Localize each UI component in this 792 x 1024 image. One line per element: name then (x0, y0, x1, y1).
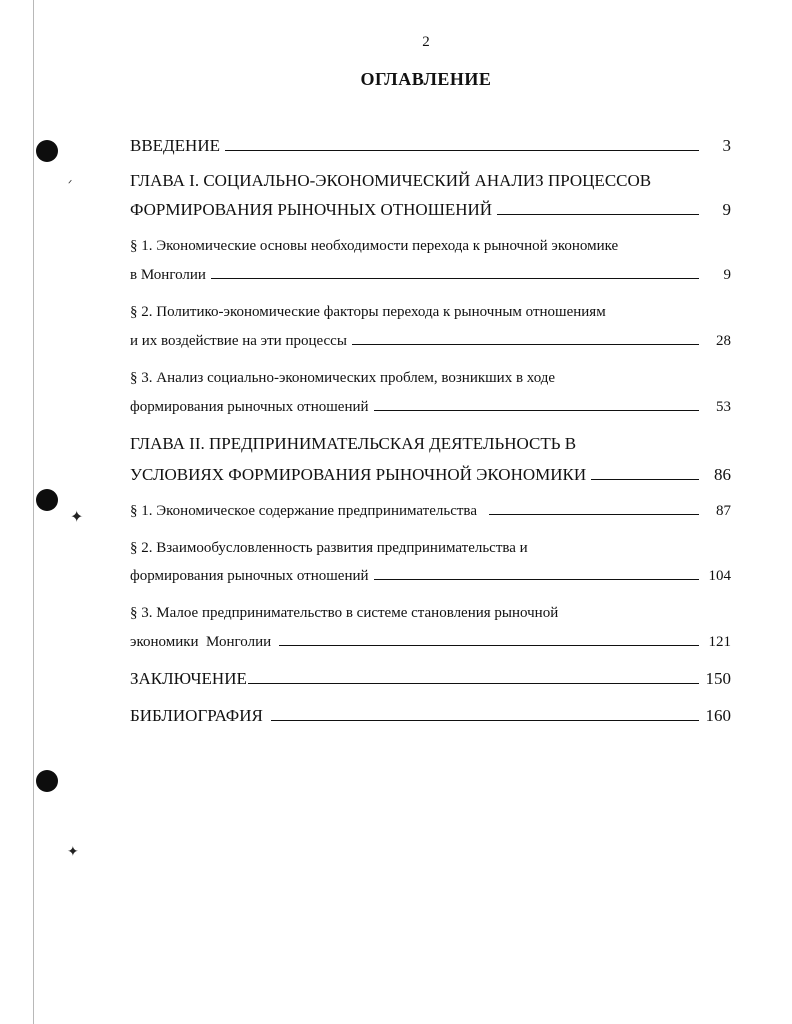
dot-leader (279, 645, 699, 646)
toc-entry-ch2-section-2-line-1 (130, 540, 731, 557)
scan-speck: ✦ (70, 507, 84, 526)
toc-entry-intro (130, 136, 731, 156)
toc-page-number: 53 (716, 399, 731, 415)
toc-entry-ch2-section-3 (130, 634, 731, 651)
toc-entry-conclusion (130, 669, 731, 689)
toc-entry-text: § 2. Взаимообусловленность развития предпринимательства и (130, 540, 528, 556)
toc-entry-chapter-1-line-1 (130, 171, 731, 191)
toc-page-number: 9 (723, 267, 731, 283)
toc-entry-text: ВВЕДЕНИЕ (130, 136, 220, 155)
toc-entry-chapter-2 (130, 465, 731, 485)
toc-entry-ch2-section-1 (130, 503, 731, 520)
toc-entry-bibliography (130, 706, 731, 726)
toc-title: ОГЛАВЛЕНИЕ (360, 69, 492, 89)
toc-entry-ch1-section-3 (130, 399, 731, 416)
toc-entry-text: ГЛАВА II. ПРЕДПРИНИМАТЕЛЬСКАЯ ДЕЯТЕЛЬНОСТЬ В (130, 434, 577, 453)
toc-page-number: 160 (705, 706, 731, 725)
dot-leader (489, 514, 699, 515)
toc-entry-text: ФОРМИРОВАНИЯ РЫНОЧНЫХ ОТНОШЕНИЙ (130, 200, 493, 219)
toc-entry-text: формирования рыночных отношений (130, 399, 369, 415)
toc-entry-chapter-1 (130, 200, 731, 220)
toc-page-number: 150 (705, 669, 731, 688)
toc-page-number: 104 (708, 568, 731, 584)
dot-leader (591, 479, 699, 480)
punch-hole-middle (36, 489, 58, 511)
toc-page-number: 28 (716, 333, 731, 349)
dot-leader (352, 344, 699, 345)
dot-leader (374, 410, 699, 411)
toc-entry-ch1-section-3-line-1 (130, 370, 731, 387)
scan-speck: ✦ (67, 844, 79, 860)
toc-entry-text: БИБЛИОГРАФИЯ (130, 706, 263, 725)
toc-entry-text: § 1. Экономические основы необходимости перехода к рыночной экономике (130, 238, 619, 254)
toc-entry-text: и их воздействие на эти процессы (130, 333, 347, 349)
toc-entry-ch2-section-2 (130, 568, 731, 585)
punch-hole-top (36, 140, 58, 162)
dot-leader (271, 720, 699, 721)
toc-entry-chapter-2-line-1 (130, 434, 731, 454)
dot-leader (497, 214, 699, 215)
binding-edge-line (33, 0, 34, 1024)
toc-entry-text: ГЛАВА I. СОЦИАЛЬНО-ЭКОНОМИЧЕСКИЙ АНАЛИЗ ПРОЦЕССОВ (130, 171, 652, 190)
toc-page-number: 87 (716, 503, 731, 519)
toc-entry-text: § 2. Политико-экономические факторы перехода к рыночным отношениям (130, 304, 606, 320)
toc-entry-text: экономики Монголии (130, 634, 272, 650)
dot-leader (374, 579, 699, 580)
dot-leader (225, 150, 699, 151)
toc-entry-text: УСЛОВИЯХ ФОРМИРОВАНИЯ РЫНОЧНОЙ ЭКОНОМИКИ (130, 465, 587, 484)
scan-speck: ᐟ (68, 179, 73, 190)
dot-leader (248, 683, 699, 684)
toc-page-number: 121 (708, 634, 731, 650)
toc-entry-ch1-section-1 (130, 267, 731, 284)
toc-entry-text: § 3. Анализ социально-экономических проблем, возникших в ходе (130, 370, 556, 386)
toc-page-number: 9 (722, 200, 731, 219)
toc-entry-text: формирования рыночных отношений (130, 568, 369, 584)
toc-entry-ch1-section-2-line-1 (130, 304, 731, 321)
toc-entry-ch2-section-3-line-1 (130, 605, 731, 622)
page-number: 2 (422, 34, 430, 50)
toc-entry-text: § 3. Малое предпринимательство в системе становления рыночной (130, 605, 559, 621)
punch-hole-bottom (36, 770, 58, 792)
toc-entry-text: ЗАКЛЮЧЕНИЕ (130, 669, 247, 688)
toc-entry-ch1-section-1-line-1 (130, 238, 731, 255)
toc-entry-text: § 1. Экономическое содержание предпринимательства (130, 503, 477, 519)
toc-page-number: 3 (722, 136, 731, 155)
toc-page-number: 86 (714, 465, 731, 484)
dot-leader (211, 278, 699, 279)
toc-entry-ch1-section-2 (130, 333, 731, 350)
toc-entry-text: в Монголии (130, 267, 206, 283)
